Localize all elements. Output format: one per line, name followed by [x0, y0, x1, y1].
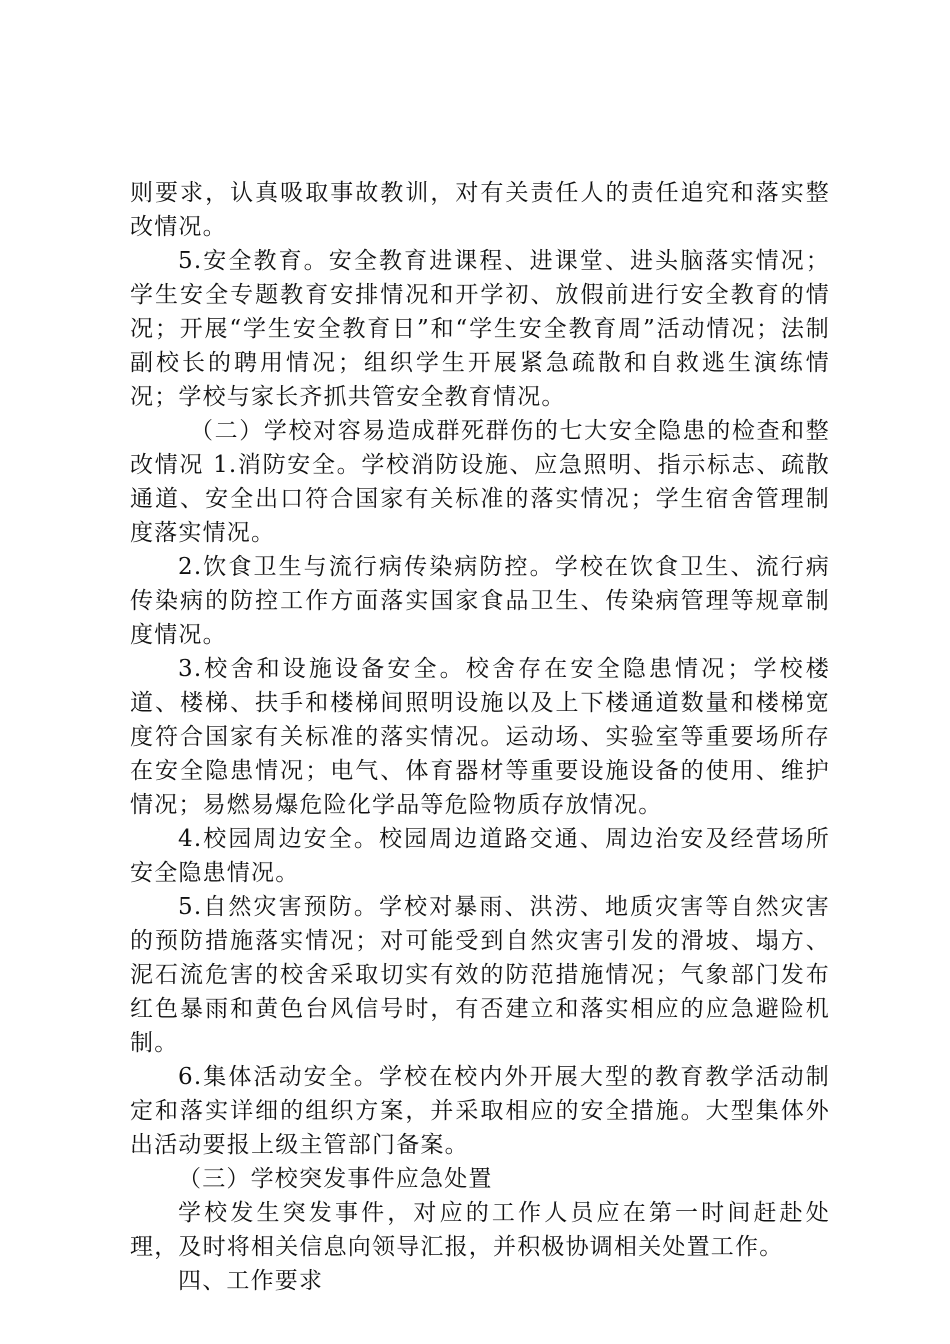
paragraph-section-two-fire-safety: （二）学校对容易造成群死群伤的七大安全隐患的检查和整改情况 1.消防安全。学校消防设施、应急照明、指示标志、疏散通道、安全出口符合国家有关标准的落实情况；学生宿舍管理制度落实情况。	[130, 418, 830, 546]
section-heading-three: （三）学校突发事件应急处置	[178, 1166, 493, 1192]
paragraph-group-activity: 6.集体活动安全。学校在校内外开展大型的教育教学活动制定和落实详细的组织方案，并采取相应的安全措施。大型集体外出活动要报上级主管部门备案。	[130, 1064, 830, 1158]
document-body	[130, 176, 830, 1298]
paragraph-food-hygiene: 2.饮食卫生与流行病传染病防控。学校在饮食卫生、流行病传染病的防控工作方面落实国家食品卫生、传染病管理等规章制度情况。	[130, 554, 830, 648]
section-heading-four: 四、工作要求	[178, 1268, 324, 1294]
paragraph-campus-surroundings: 4.校园周边安全。校园周边道路交通、周边治安及经营场所安全隐患情况。	[130, 826, 830, 886]
paragraph-building-safety: 3.校舍和设施设备安全。校舍存在安全隐患情况；学校楼道、楼梯、扶手和楼梯间照明设施以及上下楼通道数量和楼梯宽度符合国家有关标准的落实情况。运动场、实验室等重要场所存在安全隐患情况；电气、体育器材等重要设施设备的使用、维护情况；易燃易爆危险化学品等危险物质存放情况。	[130, 656, 830, 818]
paragraph-emergency-handling: 学校发生突发事件，对应的工作人员应在第一时间赶赴处理，及时将相关信息向领导汇报，并积极协调相关处置工作。	[130, 1200, 830, 1260]
paragraph-natural-disaster: 5.自然灾害预防。学校对暴雨、洪涝、地质灾害等自然灾害的预防措施落实情况；对可能受到自然灾害引发的滑坡、塌方、泥石流危害的校舍采取切实有效的防范措施情况；气象部门发布红色暴雨和黄色台风信号时，有否建立和落实相应的应急避险机制。	[130, 894, 830, 1056]
paragraph-continuation: 则要求，认真吸取事故教训，对有关责任人的责任追究和落实整改情况。	[130, 180, 830, 240]
paragraph-safety-education: 5.安全教育。安全教育进课程、进课堂、进头脑落实情况；学生安全专题教育安排情况和开学初、放假前进行安全教育的情况；开展“学生安全教育日”和“学生安全教育周”活动情况；法制副校长的聘用情况；组织学生开展紧急疏散和自救逃生演练情况；学校与家长齐抓共管安全教育情况。	[130, 248, 830, 410]
